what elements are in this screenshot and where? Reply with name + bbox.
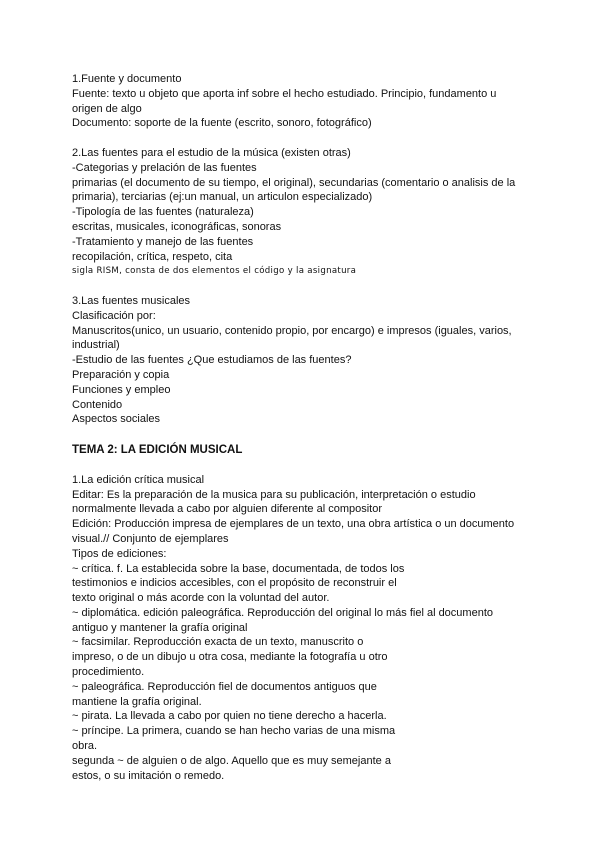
text-line: ~ pirata. La llevada a cabo por quien no tiene derecho a hacerla. bbox=[72, 710, 387, 723]
text-line: -Tratamiento y manejo de las fuentes bbox=[72, 235, 254, 248]
text-line: ~ paleográfica. Reproducción fiel de documentos antiguos que bbox=[72, 680, 377, 693]
text-line: industrial) bbox=[72, 339, 120, 352]
text-line: Fuente: texto u objeto que aporta inf sobre el hecho estudiado. Principio, fundamento u bbox=[72, 87, 497, 100]
text-line: procedimiento. bbox=[72, 666, 145, 679]
text-line: Editar: Es la preparación de la musica para su publicación, interpretación o estudio bbox=[72, 488, 476, 501]
text-line: Clasificación por: bbox=[72, 309, 156, 322]
text-line: Funciones y empleo bbox=[72, 383, 171, 396]
section-title: 3.Las fuentes musicales bbox=[72, 294, 191, 307]
text-line: estos, o su imitación o remedo. bbox=[72, 769, 225, 782]
chapter-heading: TEMA 2: LA EDICIÓN MUSICAL bbox=[72, 444, 243, 457]
text-line: Aspectos sociales bbox=[72, 413, 161, 426]
blank-line bbox=[72, 458, 532, 473]
text-line: normalmente llevada a cabo por alguien diferente al compositor bbox=[72, 503, 383, 516]
text-line: obra. bbox=[72, 740, 98, 753]
section-fuente-documento bbox=[72, 72, 532, 131]
text-line: -Tipología de las fuentes (naturaleza) bbox=[72, 206, 254, 219]
blank-line bbox=[72, 279, 532, 294]
text-line: ~ facsimilar. Reproducción exacta de un texto, manuscrito o bbox=[72, 636, 364, 649]
text-line: primaria), terciarias (ej:un manual, un articulon especializado) bbox=[72, 191, 373, 204]
section-tema-2 bbox=[72, 443, 532, 783]
text-line: segunda ~ de alguien o de algo. Aquello que es muy semejante a bbox=[72, 754, 391, 767]
text-line: impreso, o de un dibujo u otra cosa, mediante la fotografía u otro bbox=[72, 651, 388, 664]
text-line: testimonios e indicios accesibles, con el propósito de reconstruir el bbox=[72, 577, 397, 590]
text-line: primarias (el documento de su tiempo, el original), secundarias (comentario o analisis de la bbox=[72, 176, 516, 189]
text-line: ~ príncipe. La primera, cuando se han hecho varias de una misma bbox=[72, 725, 396, 738]
text-line: -Estudio de las fuentes ¿Que estudiamos de las fuentes? bbox=[72, 354, 352, 367]
text-line: ~ crítica. f. La establecida sobre la base, documentada, de todos los bbox=[72, 562, 405, 575]
text-line: -Categorias y prelación de las fuentes bbox=[72, 161, 257, 174]
blank-line bbox=[72, 427, 532, 443]
text-line: Edición: Producción impresa de ejemplares de un texto, una obra artística o un documento bbox=[72, 518, 515, 531]
section-title: 1.Fuente y documento bbox=[72, 73, 182, 85]
section-fuentes-musicales bbox=[72, 294, 532, 427]
text-line: mantiene la grafía original. bbox=[72, 695, 202, 708]
text-line: Preparación y copia bbox=[72, 368, 170, 381]
text-line: Documento: soporte de la fuente (escrito, sonoro, fotográfico) bbox=[72, 117, 372, 130]
text-line: texto original o más acorde con la voluntad del autor. bbox=[72, 592, 330, 605]
text-line: Tipos de ediciones: bbox=[72, 547, 167, 560]
text-line: visual.// Conjunto de ejemplares bbox=[72, 532, 229, 545]
text-line: Manuscritos(unico, un usuario, contenido propio, por encargo) e impresos (iguales, varios, bbox=[72, 324, 512, 337]
section-fuentes-estudio bbox=[72, 146, 532, 279]
text-line: origen de algo bbox=[72, 102, 142, 115]
text-line: recopilación, crítica, respeto, cita bbox=[72, 250, 233, 263]
section-title: 2.Las fuentes para el estudio de la música (existen otras) bbox=[72, 146, 351, 159]
text-line: antiguo y mantener la grafía original bbox=[72, 621, 248, 634]
document-page bbox=[72, 72, 532, 783]
section-title: 1.La edición crítica musical bbox=[72, 473, 205, 486]
text-line: Contenido bbox=[72, 398, 123, 411]
rism-note: sigla RISM, consta de dos elementos el código y la asignatura bbox=[72, 266, 357, 277]
text-line: escritas, musicales, iconográficas, sonoras bbox=[72, 220, 282, 233]
blank-line bbox=[72, 131, 532, 146]
text-line: ~ diplomática. edición paleográfica. Reproducción del original lo más fiel al documento bbox=[72, 606, 493, 619]
